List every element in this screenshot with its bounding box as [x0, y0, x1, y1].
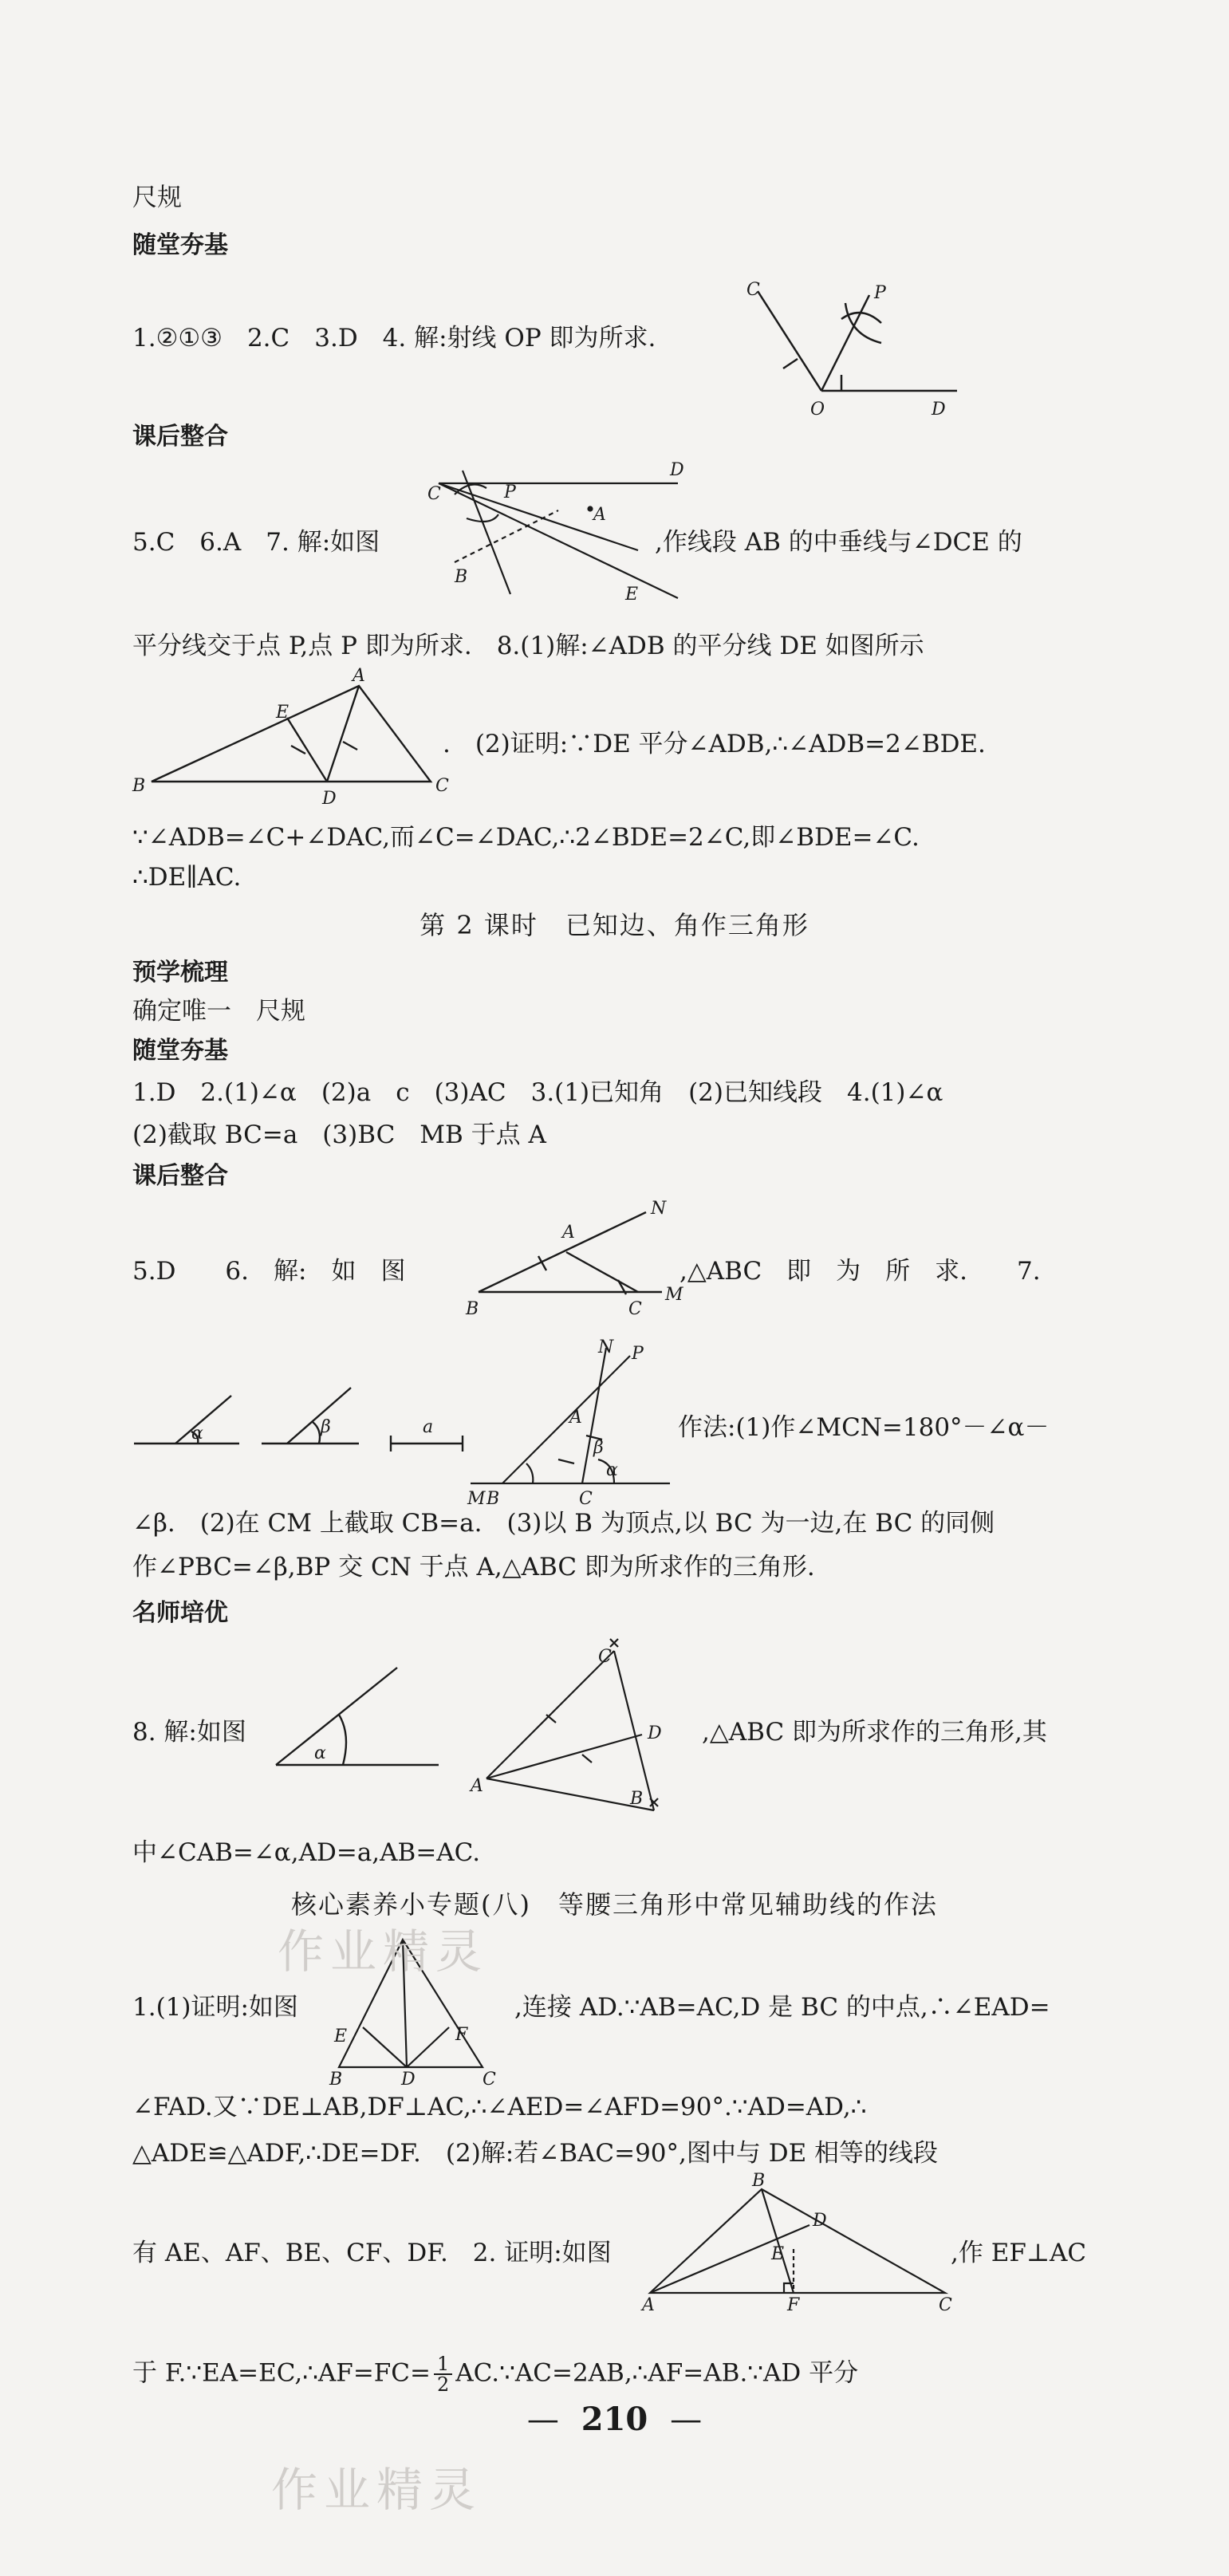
fig9-label: B — [329, 2070, 343, 2090]
text-line: 8. 解:如图 — [132, 1718, 246, 1747]
text-segment: AC.∵AC=2AB,∴AF=AB.∵AD 平分 — [455, 2358, 859, 2388]
page-number — [0, 2401, 1229, 2438]
fig3-label: C — [435, 776, 449, 796]
fig4-label: M — [665, 1285, 683, 1305]
text-line: ∵∠ADB=∠C+∠DAC,而∠C=∠DAC,∴2∠BDE=2∠C,即∠BDE=∠C. — [132, 823, 920, 852]
text-line: 确定唯一 尺规 — [132, 997, 305, 1026]
fig6-label: β — [593, 1438, 604, 1458]
text-line: 作∠PBC=∠β,BP 交 CN 于点 A,△ABC 即为所求作的三角形. — [132, 1553, 815, 1581]
fig8-label: A — [471, 1776, 483, 1796]
fig9-label: F — [455, 2025, 468, 2045]
fig10-label: E — [771, 2244, 785, 2264]
text-line: ,△ABC 即 为 所 求. 7. — [679, 1257, 1041, 1286]
fig3-label: A — [353, 666, 365, 686]
fig2-label: B — [455, 567, 468, 587]
fig10-label: C — [939, 2295, 952, 2315]
section-heading: 课后整合 — [132, 1162, 228, 1190]
text-line: 1.D 2.(1)∠α (2)a c (3)AC 3.(1)已知角 (2)已知线段 4.(1)∠α — [132, 1078, 943, 1107]
fig4-label: B — [466, 1299, 479, 1319]
fig8-label: C — [598, 1647, 612, 1667]
topic-title: 核心素养小专题(八) 等腰三角形中常见辅助线的作法 — [291, 1889, 938, 1920]
fig10-label: D — [813, 2211, 827, 2231]
figure-point-p — [423, 460, 694, 605]
lesson-title: 第 2 课时 已知边、角作三角形 — [420, 910, 809, 940]
fig3-label: B — [132, 776, 146, 796]
section-heading: 随堂夯基 — [132, 231, 228, 259]
fig1-label: P — [874, 283, 886, 303]
text-line: ∴DE∥AC. — [132, 863, 242, 892]
section-heading: 课后整合 — [132, 423, 228, 451]
figure-angle-bisector — [742, 271, 981, 426]
text-line: ,作 EF⊥AC — [951, 2239, 1087, 2267]
fig2-label: P — [504, 483, 516, 502]
fig8-label: B — [630, 1789, 644, 1809]
fraction-numerator: 1 — [434, 2354, 452, 2375]
fig2-label: E — [625, 585, 639, 605]
fig6-label: B — [486, 1489, 500, 1509]
text-line: (2)截取 BC=a (3)BC MB 于点 A — [132, 1121, 546, 1149]
fraction — [434, 2354, 452, 2394]
text-line: 5.D 6. 解: 如 图 — [132, 1257, 406, 1286]
text-line: 有 AE、AF、BE、CF、DF. 2. 证明:如图 — [132, 2239, 612, 2267]
text-line: 1.(1)证明:如图 — [132, 1993, 298, 2022]
fig9-label: C — [483, 2070, 496, 2090]
figure-triangle-bisector — [128, 666, 449, 809]
text-line: 中∠CAB=∠α,AD=a,AB=AC. — [132, 1838, 481, 1867]
fig6-label: A — [569, 1408, 582, 1428]
fig2-label: D — [670, 460, 684, 480]
fig5-label: β — [321, 1417, 331, 1437]
text-line: △ADE≌△ADF,∴DE=DF. (2)解:若∠BAC=90°,图中与 DE 相等的线段 — [132, 2139, 939, 2168]
figure-construction-mcn — [463, 1337, 678, 1511]
fig10-label: A — [642, 2295, 655, 2315]
text-segment: 于 F.∵EA=EC,∴AF=FC= — [132, 2358, 431, 2388]
fig10-label: F — [787, 2295, 800, 2315]
figure-given-elements — [128, 1372, 463, 1455]
text-line: . (2)证明:∵DE 平分∠ADB,∴∠ADB=2∠BDE. — [443, 730, 986, 758]
fig9-label: E — [334, 2027, 348, 2046]
fig7-label: α — [314, 1743, 326, 1763]
fig6-label: α — [606, 1460, 618, 1480]
text-line: 5.C 6.A 7. 解:如图 — [132, 528, 380, 557]
fig8-label: D — [648, 1723, 662, 1743]
page-dash-left: — — [526, 2401, 559, 2438]
fig1-label: O — [810, 400, 825, 419]
text-line — [132, 2354, 858, 2394]
watermark: 作业精灵 — [271, 2463, 483, 2517]
section-heading: 名师培优 — [132, 1599, 228, 1627]
fig5-label: α — [191, 1424, 203, 1444]
text-line: ,连接 AD.∵AB=AC,D 是 BC 的中点,∴∠EAD= — [514, 1993, 1050, 2022]
fraction-denominator: 2 — [437, 2373, 450, 2396]
figure-triangle-abc — [463, 1196, 694, 1319]
fig1-label: D — [932, 400, 946, 419]
fig1-label: C — [746, 280, 760, 300]
figure-triangle-ef — [642, 2171, 953, 2315]
figure-angle-alpha — [271, 1663, 447, 1778]
text-line: 1.②①③ 2.C 3.D 4. 解:射线 OP 即为所求. — [132, 324, 656, 353]
figure-triangle-median — [471, 1635, 694, 1822]
fig5-label: a — [423, 1417, 434, 1437]
text-line: ∠β. (2)在 CM 上截取 CB=a. (3)以 B 为顶点,以 BC 为一边,在 BC 的同侧 — [132, 1509, 995, 1538]
section-heading: 随堂夯基 — [132, 1037, 228, 1065]
text-line: 尺规 — [132, 183, 182, 212]
fig2-label: A — [593, 505, 606, 525]
page-dash-right: — — [670, 2401, 703, 2438]
text-line: 平分线交于点 P,点 P 即为所求. 8.(1)解:∠ADB 的平分线 DE 如图所示 — [132, 632, 924, 660]
text-line: ,△ABC 即为所求作的三角形,其 — [702, 1718, 1047, 1747]
fig9-label: D — [401, 2070, 416, 2090]
text-line: 作法:(1)作∠MCN=180°－∠α－ — [678, 1413, 1050, 1442]
fig3-label: D — [322, 789, 337, 809]
fig4-label: C — [628, 1299, 642, 1319]
fig2-label: C — [427, 484, 441, 504]
fig6-label: P — [632, 1344, 644, 1364]
section-heading: 预学梳理 — [132, 959, 228, 987]
page-number-value: 210 — [581, 2401, 648, 2438]
text-line: ∠FAD.又∵DE⊥AB,DF⊥AC,∴∠AED=∠AFD=90°.∵AD=AD,∴ — [132, 2093, 867, 2121]
fig3-label: E — [276, 703, 290, 723]
fig4-label: A — [562, 1223, 575, 1243]
fig4-label: N — [651, 1199, 667, 1219]
fig6-label: C — [579, 1489, 593, 1509]
fig6-label: N — [598, 1337, 614, 1357]
watermark: 作业精灵 — [278, 1924, 489, 1979]
fig10-label: B — [752, 2171, 766, 2191]
text-line: ,作线段 AB 的中垂线与∠DCE 的 — [655, 528, 1022, 557]
fig6-label: M — [467, 1489, 486, 1509]
